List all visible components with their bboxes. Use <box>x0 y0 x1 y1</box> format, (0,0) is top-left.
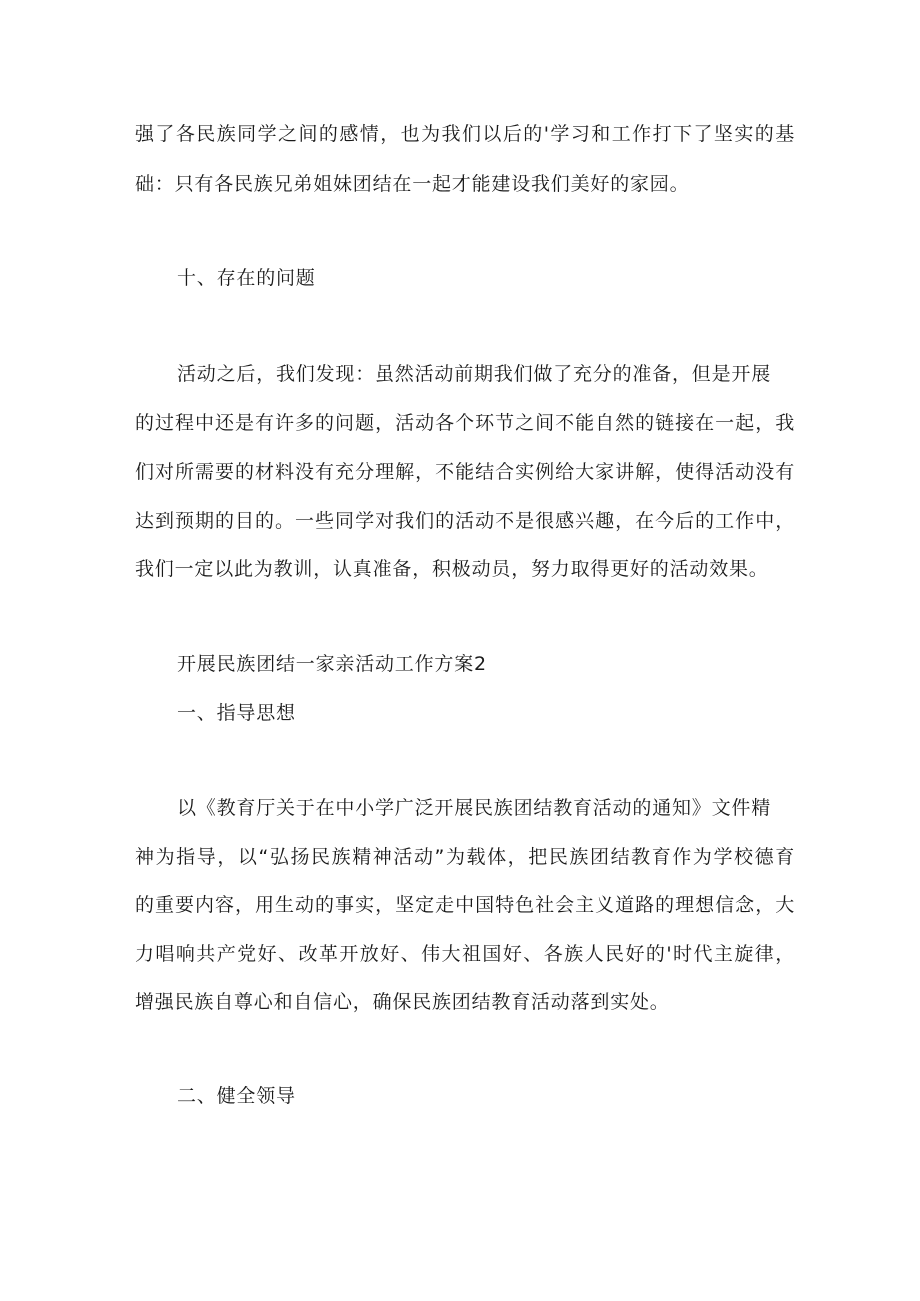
paragraph-line: 的过程中还是有许多的问题，活动各个环节之间不能自然的链接在一起，我 <box>135 412 795 434</box>
paragraph-line: 我们一定以此为教训，认真准备，积极动员，努力取得更好的活动效果。 <box>135 558 769 580</box>
document-title: 开展民族团结一家亲活动工作方案2 <box>177 653 487 675</box>
paragraph-line: 达到预期的目的。一些同学对我们的活动不是很感兴趣，在今后的工作中， <box>135 510 795 532</box>
paragraph-line: 础：只有各民族兄弟姐妹团结在一起才能建设我们美好的家园。 <box>135 173 690 195</box>
paragraph-line: 力唱响共产党好、改革开放好、伟大祖国好、各族人民好的'时代主旋律， <box>135 943 795 965</box>
paragraph-line: 强了各民族同学之间的感情，也为我们以后的'学习和工作打下了坚实的基 <box>135 123 795 145</box>
section-heading-guiding: 一、指导思想 <box>177 702 296 724</box>
paragraph-line: 增强民族自尊心和自信心，确保民族团结教育活动落到实处。 <box>135 991 670 1013</box>
paragraph-line: 以《教育厅关于在中小学广泛开展民族团结教育活动的通知》文件精 <box>177 797 772 819</box>
section-heading-leadership: 二、健全领导 <box>177 1085 296 1107</box>
paragraph-line: 的重要内容，用生动的事实，坚定走中国特色社会主义道路的理想信念，大 <box>135 894 795 916</box>
section-heading-problems: 十、存在的问题 <box>177 267 316 289</box>
paragraph-line: 活动之后，我们发现：虽然活动前期我们做了充分的准备，但是开展 <box>177 363 772 385</box>
paragraph-line: 神为指导，以“弘扬民族精神活动”为载体，把民族团结教育作为学校德育 <box>135 846 795 868</box>
paragraph-line: 们对所需要的材料没有充分理解，不能结合实例给大家讲解，使得活动没有 <box>135 461 795 483</box>
